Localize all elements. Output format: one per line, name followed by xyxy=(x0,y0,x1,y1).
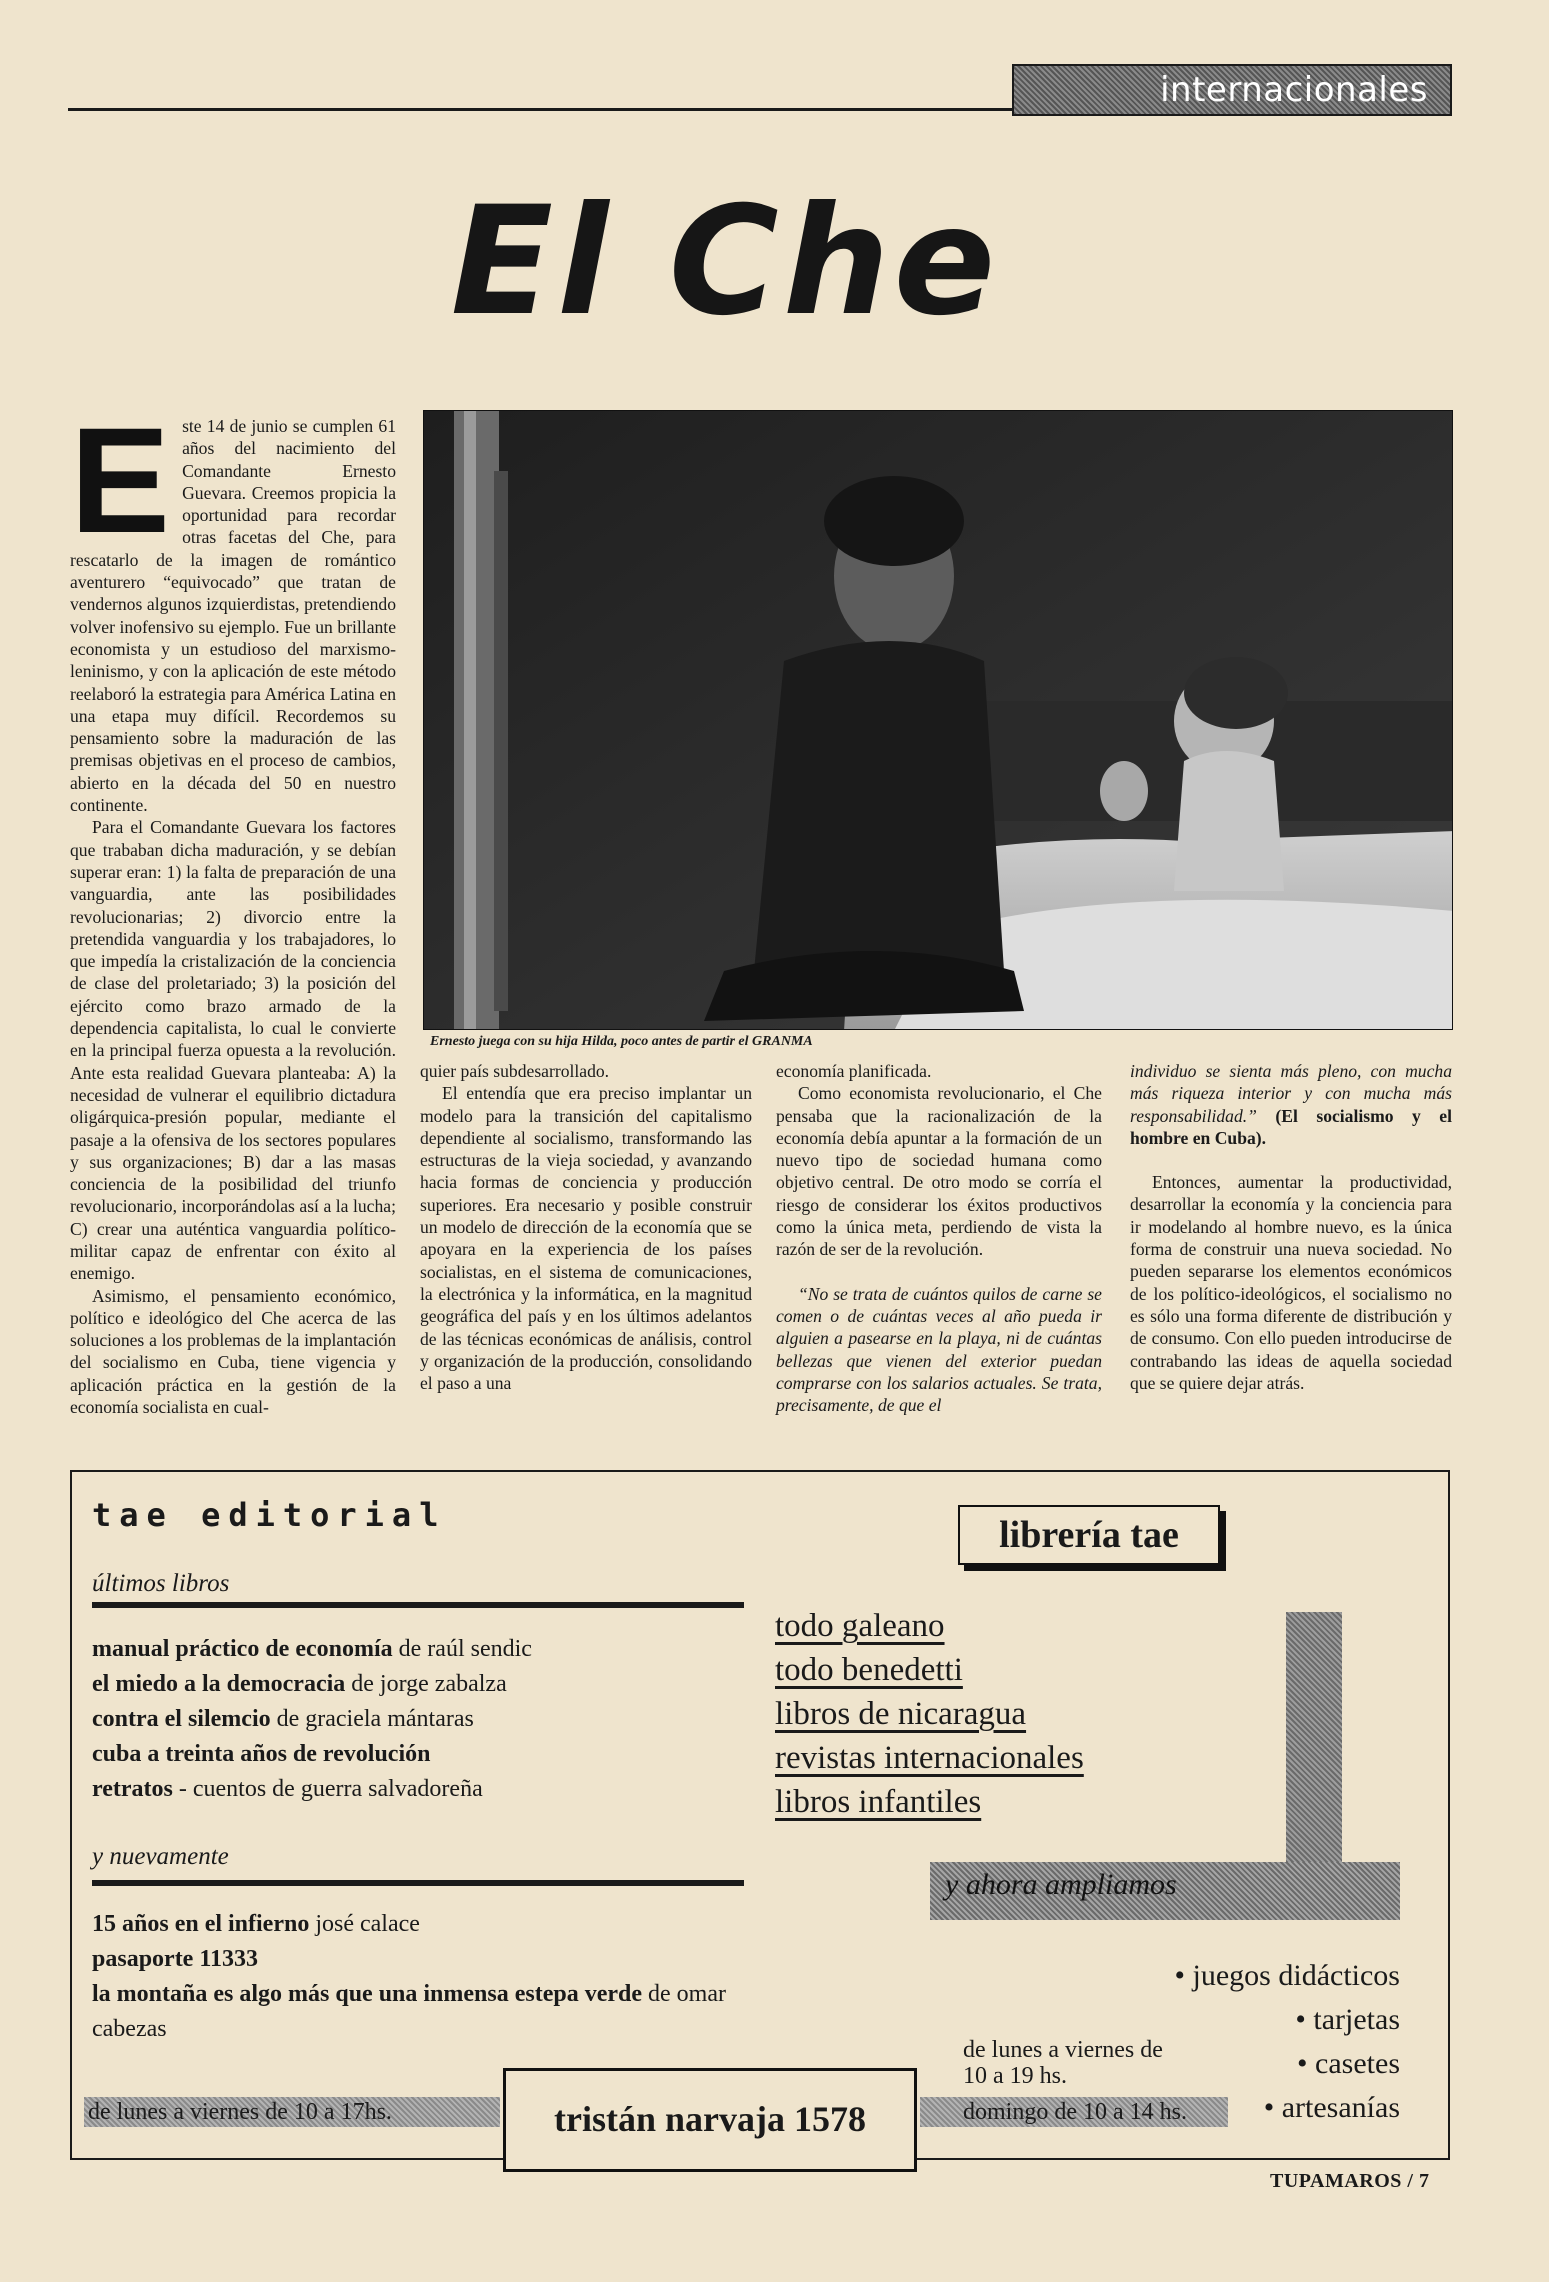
article-column-1 xyxy=(70,396,396,1418)
headline: El Che xyxy=(450,175,1000,349)
hours-line: domingo de 10 a 14 hs. xyxy=(963,2099,1187,2125)
list-item: manual práctico de economía de raúl sendic xyxy=(92,1636,532,1662)
list-item: todo galeano xyxy=(775,1608,945,1644)
photo-caption: Ernesto juega con su hija Hilda, poco antes de partir el GRANMA xyxy=(430,1034,813,1049)
article-paragraph: Entonces, aumentar la productividad, desarrollar la economía y la conciencia para ir modelando al hombre nuevo, es la única forma de construir una nueva sociedad. No pueden separarse los elementos económicos de los político-ideológicos, el socialismo no es sólo una forma diferente de distribución y de consumo. Con ello pueden introducirse de contrabando las ideas de aquella sociedad que se quiere dejar atrás. xyxy=(1130,1172,1452,1393)
photo-che-with-daughter xyxy=(423,410,1453,1030)
article-paragraph: Asimismo, el pensamiento económico, político e ideológico del Che acerca de las soluciones a los problemas de la implantación del socialismo en Cuba, tiene vigencia y aplicación práctica en la gestión de la economía socialista en cual- xyxy=(70,1285,396,1418)
ad-book-list-2 xyxy=(92,1907,772,2047)
article-quote: “No se trata de cuántos quilos de carne se comen o de cuántas veces al año pueda ir alguien a pasearse en la playa, ni de cuántas bellezas que vienen del exterior puedan comprarse con los salarios actuales. Se trata, precisamente, de que el xyxy=(776,1283,1102,1416)
ad-section-heading: últimos libros xyxy=(92,1570,230,1597)
article-column-2 xyxy=(420,1060,752,1394)
ad-title: tae editorial xyxy=(92,1496,447,1534)
libreria-sunday-hours-band xyxy=(920,2097,1228,2127)
list-item: la montaña es algo más que una inmensa estepa verde de omar cabezas xyxy=(92,1981,726,2042)
page-footer: TUPAMAROS / 7 xyxy=(1270,2170,1430,2192)
editorial-hours: de lunes a viernes de 10 a 17hs. xyxy=(84,2097,500,2127)
list-item: 15 años en el infierno josé calace xyxy=(92,1911,420,1937)
article-column-3 xyxy=(776,1060,1102,1416)
list-item: revistas internacionales xyxy=(775,1740,1084,1776)
article-paragraph: quier país subdesarrollado. xyxy=(420,1061,610,1081)
hours-line: de lunes a viernes de xyxy=(963,2037,1163,2063)
article-column-4 xyxy=(1130,1060,1452,1394)
address-box: tristán narvaja 1578 xyxy=(503,2068,917,2172)
libreria-logo: librería tae xyxy=(958,1505,1220,1565)
list-item: • casetes xyxy=(1297,2047,1400,2080)
ad-section-rule xyxy=(92,1880,744,1886)
list-item: cuba a treinta años de revolución xyxy=(92,1741,431,1767)
ad-section-heading: y nuevamente xyxy=(92,1843,229,1870)
ad-section-rule xyxy=(92,1602,744,1608)
photo-illustration xyxy=(424,411,1453,1030)
article-paragraph: Para el Comandante Guevara los factores que trababan dicha maduración, y se debían superar eran: 1) la falta de preparación de una vanguardia, ante las posibilidades revolucionarias; 2) divorcio entre la pretendida vanguardia y los trabajadores, lo que impedía la cristalización de la conciencia de clase del proletariado; 3) la posición del ejército como brazo armado de la dependencia capitalista, lo cual le convierte en la principal fuerza opuesta a la revolución. Ante esta realidad Guevara planteaba: A) la necesidad de vulnerar el equilibrio dictadura oligárquica-presión popular, mediante el pasaje a la ofensiva de los sectores populares y sus organizaciones; B) dar a las masas conciencia de la posibilidad del triunfo revolucionario, incorporándolas así a la lucha; C) crear una auténtica vanguardia político-militar capaz de enfrentar con éxito al enemigo. xyxy=(70,817,396,1284)
ampliamos-text: y ahora ampliamos xyxy=(945,1868,1177,1901)
ad-book-list-1 xyxy=(92,1632,532,1807)
article-paragraph: ste 14 de junio se cumplen 61 años del nacimiento del Comandante Ernesto Guevara. Creemos propicia la oportunidad para recordar otras facetas del Che, para rescatarlo de la imagen de romántico aventurero “equivocado” que tratan de vendernos algunos izquierdistas, pretendiendo volver inofensivo su ejemplo. Fue un brillante economista y un estudioso del marxismo-leninismo, y con la aplicación de este método reelaboró la estrategia para América Latina en una etapa muy difícil. Recordemos su pensamiento sobre la maduración de las premisas objetivas en el proceso de cambios, abierto en la década del 50 en nuestro continente. xyxy=(70,416,396,816)
list-item: retratos - cuentos de guerra salvadoreña xyxy=(92,1776,483,1802)
list-item: libros de nicaragua xyxy=(775,1696,1027,1732)
list-item: • juegos didácticos xyxy=(1174,1959,1400,1992)
header-rule xyxy=(68,108,1018,111)
list-item: libros infantiles xyxy=(775,1784,982,1820)
list-item: • tarjetas xyxy=(1295,2003,1400,2036)
article-paragraph: economía planificada. xyxy=(776,1061,932,1081)
hours-line: 10 a 19 hs. xyxy=(963,2063,1067,2089)
article-paragraph: Como economista revolucionario, el Che pensaba que la racionalización de la economía debía apuntar a la formación de un nuevo tipo de sociedad humana como objetivo central. De otro modo se corría el riesgo de considerar los éxitos productivos como la única meta, perdiendo de vista la razón de ser de la revolución. xyxy=(776,1083,1102,1260)
cross-graphic-vertical xyxy=(1286,1612,1342,1902)
list-item: contra el silemcio de graciela mántaras xyxy=(92,1706,474,1732)
libreria-hours xyxy=(963,2037,1163,2089)
quote-source: (El socialismo y el hombre en Cuba). xyxy=(1130,1105,1452,1148)
article-paragraph: El entendía que era preciso implantar un modelo para la transición del capitalismo dependiente al socialismo, transformando las estructuras de la vieja sociedad, y avanzando hacia formas de conciencia y producción superiores. Era necesario y posible construir un modelo de dirección de la economía que se apoyara en la experiencia de los países socialistas, en el sistema de comunicaciones, la electrónica y la informática, en la magnitud geográfica del país y en los últimos adelantos de las técnicas económicas de análisis, control y organización de la producción, consolidando el paso a una xyxy=(420,1083,752,1394)
drop-cap: E xyxy=(70,396,171,564)
libreria-offer-list xyxy=(775,1604,1084,1824)
list-item: el miedo a la democracia de jorge zabalza xyxy=(92,1671,507,1697)
list-item: • artesanías xyxy=(1263,2091,1400,2124)
list-item: pasaporte 11333 xyxy=(92,1946,259,1972)
list-item: todo benedetti xyxy=(775,1652,963,1688)
section-tag: internacionales xyxy=(1012,64,1452,116)
article-quote: individuo se sienta más pleno, con mucha más riqueza interior y con mucha más responsabilidad.” xyxy=(1130,1061,1452,1126)
